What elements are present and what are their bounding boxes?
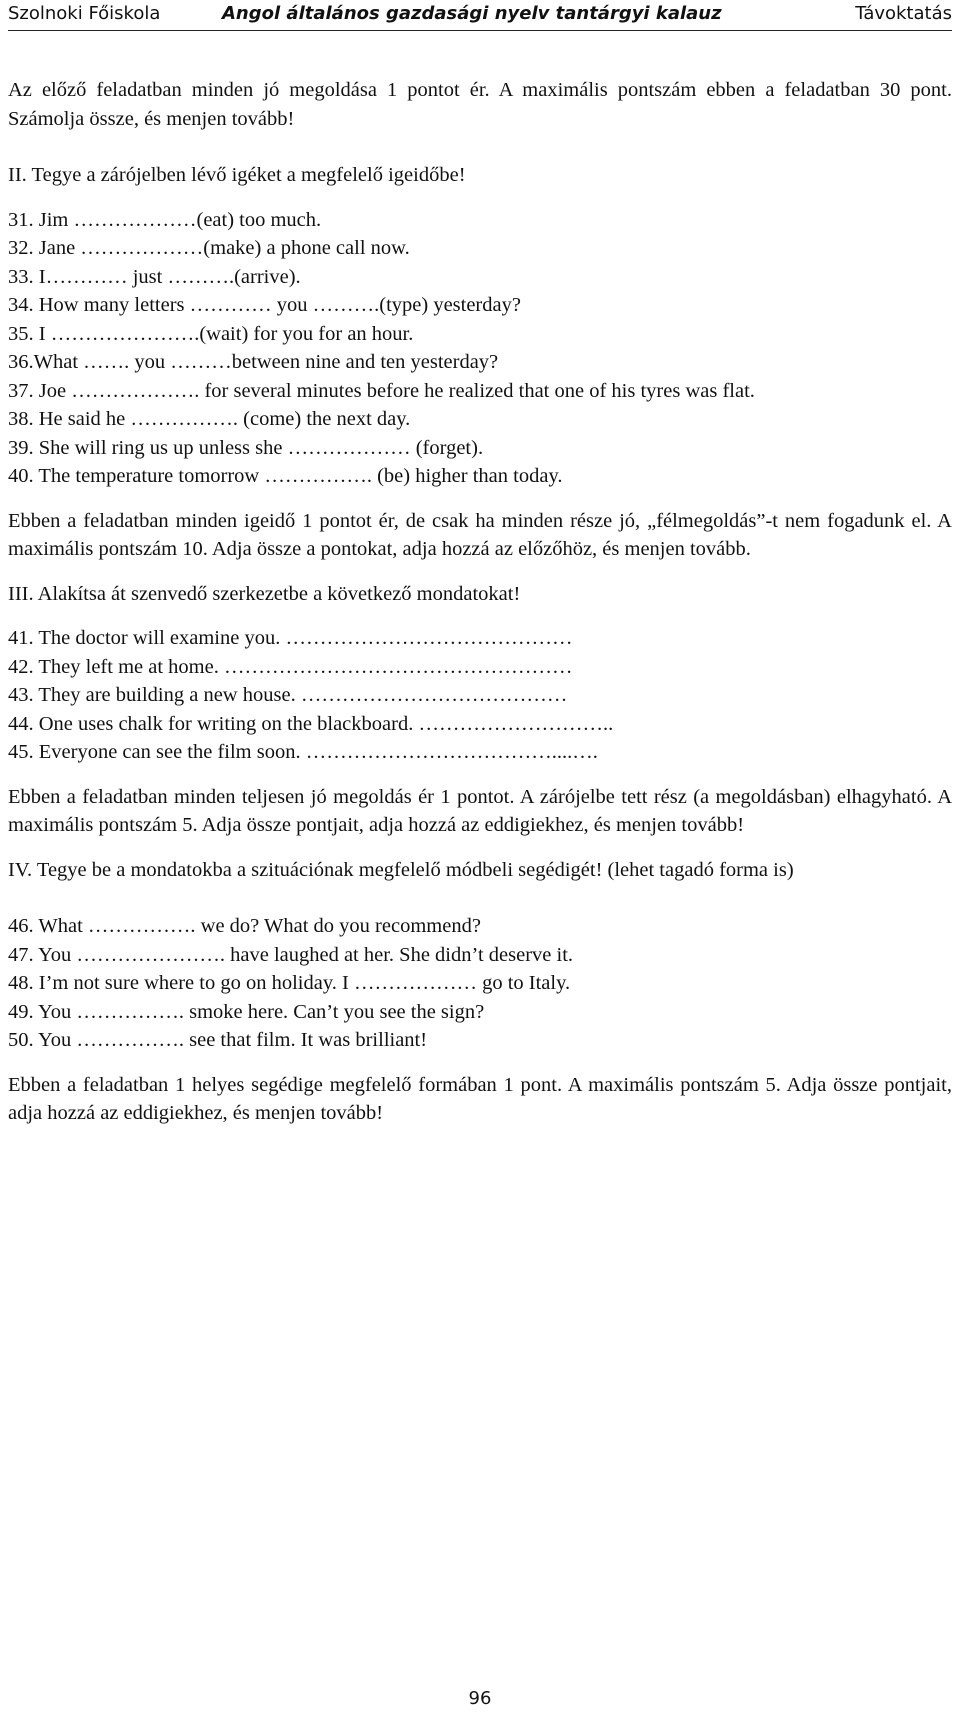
exercise-item: 42. They left me at home. …………………………………………… [8, 655, 573, 678]
exercise-item: 32. Jane ………………(make) a phone call now. [8, 237, 410, 259]
exercise-item: 34. How many letters ………… you ……….(type) yesterday? [8, 294, 521, 316]
section-3-list [8, 624, 952, 767]
exercise-item: 44. One uses chalk for writing on the blackboard. ……………………….. [8, 712, 614, 735]
exercise-item: 40. The temperature tomorrow ……………. (be) higher than today. [8, 465, 563, 487]
section-4-note: Ebben a feladatban 1 helyes segédige megfelelő formában 1 pont. A maximális pontszám 5. Adja össze pontjait, adja hozzá az eddigiekhez, és menjen tovább! [8, 1073, 952, 1124]
header-course-title: Angol általános gazdasági nyelv tantárgyi kalauz [222, 3, 722, 24]
section-3-note: Ebben a feladatban minden teljesen jó megoldás ér 1 pontot. A zárójelbe tett rész (a megoldásban) elhagyható. A maximális pontszám 5. Adja össze pontjait, adja hozzá az eddigiekhez, és menjen tovább! [8, 785, 952, 836]
exercise-item: 50. You ……………. see that film. It was brilliant! [8, 1029, 428, 1051]
exercise-item: 41. The doctor will examine you. …………………………………… [8, 627, 573, 649]
exercise-item: 38. He said he ……………. (come) the next day. [8, 408, 411, 430]
exercise-item: 43. They are building a new house. ………………………………… [8, 684, 568, 706]
header-mode: Távoktatás [855, 3, 952, 24]
exercise-item: 47. You …………………. have laughed at her. She didn’t deserve it. [8, 943, 574, 966]
exercise-item: 46. What ……………. we do? What do you recommend? [8, 915, 481, 937]
section-4-title: IV. Tegye be a mondatokba a szituációnak megfelelő módbeli segédigét! (lehet tagadó forma is) [8, 858, 794, 881]
exercise-item: 49. You ……………. smoke here. Can’t you see the sign? [8, 1000, 485, 1023]
exercise-item: 39. She will ring us up unless she ……………… (forget). [8, 436, 484, 459]
section-2-title: II. Tegye a zárójelben lévő igéket a megfelelő igeidőbe! [8, 164, 466, 186]
exercise-item: 37. Joe ………………. for several minutes before he realized that one of his tyres was flat. [8, 379, 755, 402]
exercise-item: 45. Everyone can see the film soon. ………………………………....…. [8, 741, 598, 763]
section-2-list [8, 206, 952, 491]
exercise-item: 33. I………… just ……….(arrive). [8, 265, 301, 288]
exercise-item: 36.What ……. you ………between nine and ten yesterday? [8, 351, 499, 373]
section-3-title: III. Alakítsa át szenvedő szerkezetbe a következő mondatokat! [8, 582, 521, 605]
exercise-item: 48. I’m not sure where to go on holiday. I ……………… go to Italy. [8, 972, 571, 994]
intro-note: Az előző feladatban minden jó megoldása 1 pontot ér. A maximális pontszám ebben a feladatban 30 pont. Számolja össze, és menjen tovább! [8, 79, 952, 130]
exercise-item: 35. I ………………….(wait) for you for an hour. [8, 322, 414, 345]
section-4-list [8, 912, 952, 1055]
page-header [8, 0, 952, 31]
document-body [8, 76, 952, 1128]
page-number: 96 [468, 1688, 492, 1709]
section-2-note: Ebben a feladatban minden igeidő 1 pontot ér, de csak ha minden része jó, „félmegoldás”-t nem fogadunk el. A maximális pontszám 10. Adja össze a pontokat, adja hozzá az előzőhöz, és menjen tovább. [8, 509, 952, 560]
header-institution: Szolnoki Főiskola [8, 3, 161, 24]
exercise-item: 31. Jim ………………(eat) too much. [8, 208, 322, 231]
